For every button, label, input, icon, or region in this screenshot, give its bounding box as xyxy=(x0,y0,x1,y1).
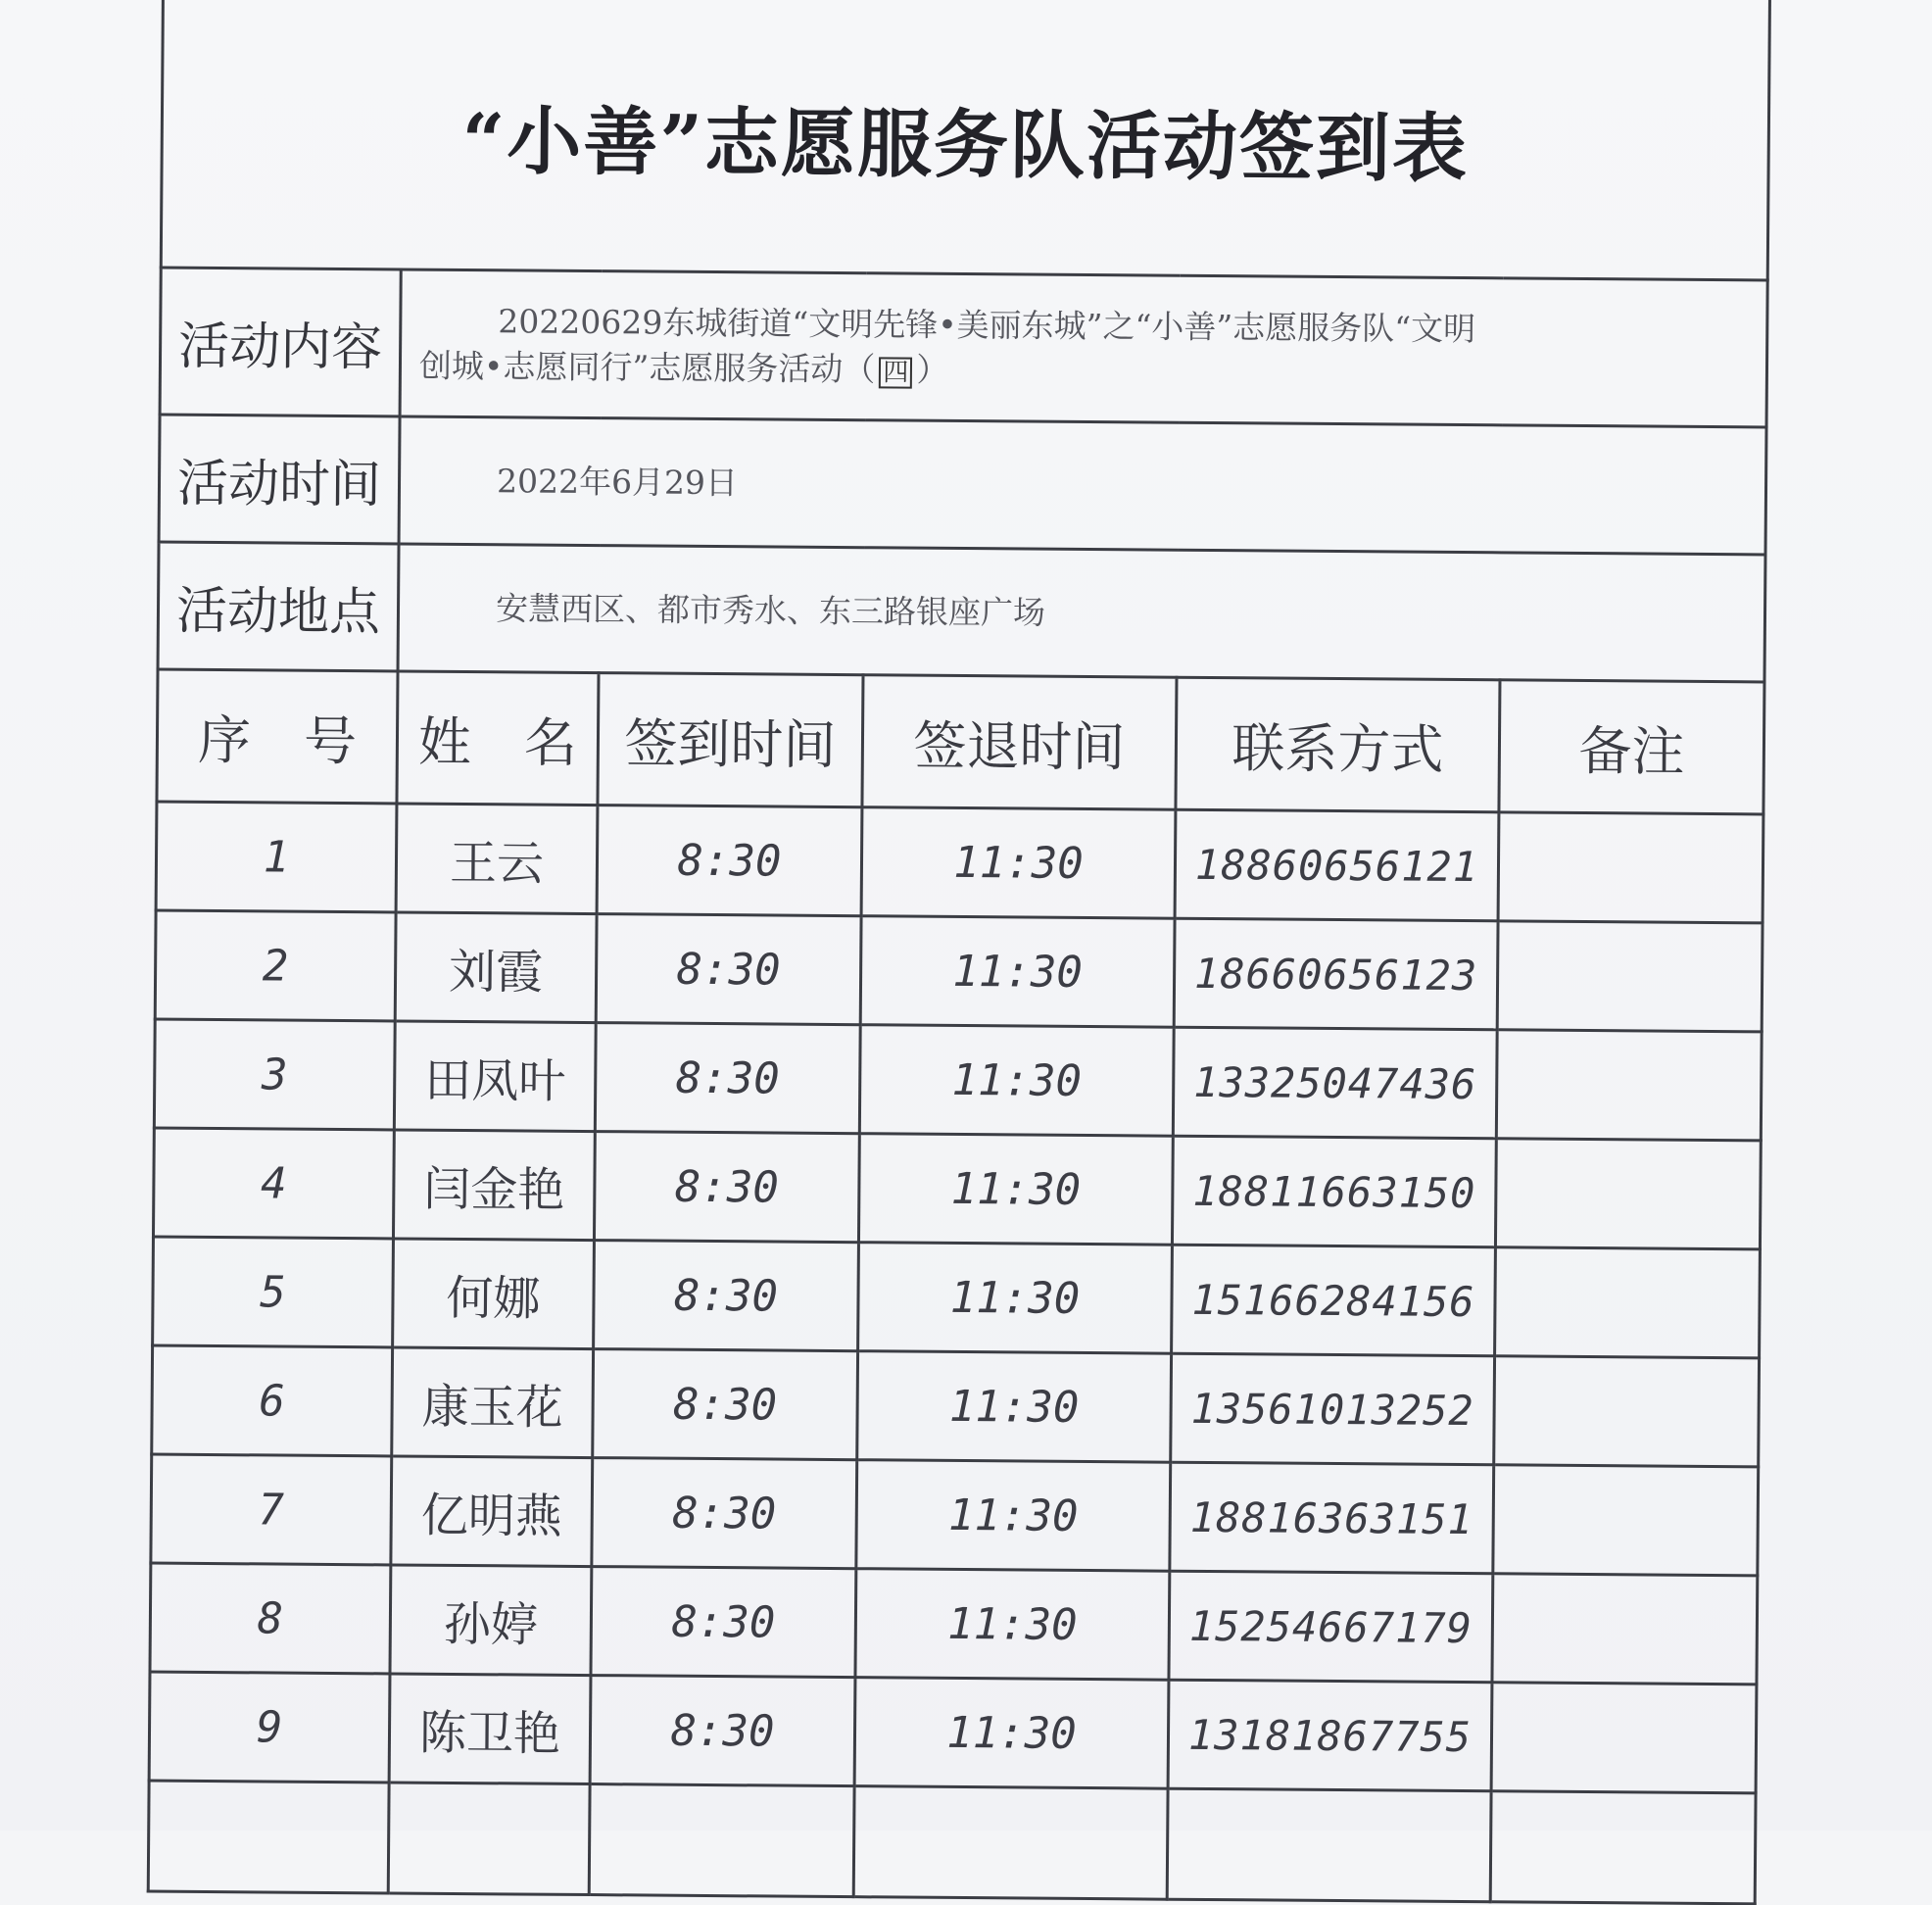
sign-in-table xyxy=(147,0,1771,1905)
table-row xyxy=(155,910,1763,1032)
row-no: 4 xyxy=(153,1128,394,1239)
row-phone: 18816363151 xyxy=(1170,1462,1494,1574)
row-phone: 13561013252 xyxy=(1171,1353,1495,1465)
row-no: 7 xyxy=(151,1454,392,1565)
row-signout: 11:30 xyxy=(861,807,1176,919)
content-value xyxy=(400,269,1767,427)
row-phone: 15254667179 xyxy=(1169,1571,1493,1683)
empty-cell xyxy=(1167,1788,1491,1902)
place-value-cell xyxy=(398,544,1765,682)
table-row xyxy=(149,1672,1757,1793)
row-signin: 8:30 xyxy=(594,1241,859,1351)
table-row xyxy=(151,1454,1759,1576)
col-header-note: 备注 xyxy=(1499,680,1764,814)
table-row xyxy=(150,1563,1758,1685)
time-label: 活动时间 xyxy=(159,415,400,544)
row-name: 何娜 xyxy=(393,1239,595,1349)
content-line-2b: ） xyxy=(916,350,949,389)
row-note xyxy=(1497,921,1763,1032)
page-title: “小善”志愿服务队活动签到表 xyxy=(461,96,1470,193)
row-note xyxy=(1492,1574,1758,1685)
row-no: 3 xyxy=(154,1019,395,1130)
row-signin: 8:30 xyxy=(593,1349,858,1460)
row-signin: 8:30 xyxy=(595,1023,860,1134)
table-row xyxy=(153,1128,1761,1249)
row-note xyxy=(1495,1247,1761,1358)
row-signin: 8:30 xyxy=(594,1132,859,1243)
empty-cell xyxy=(1490,1791,1756,1904)
sign-in-form xyxy=(147,0,1768,1858)
empty-cell xyxy=(853,1786,1168,1900)
row-signin: 8:30 xyxy=(591,1567,856,1678)
row-note xyxy=(1496,1030,1762,1141)
row-signout: 11:30 xyxy=(858,1243,1173,1354)
time-value: 2022年6月29日 xyxy=(496,461,739,502)
col-header-no: 序 号 xyxy=(157,669,398,804)
row-signin: 8:30 xyxy=(597,806,862,916)
table-row xyxy=(156,802,1763,923)
row-no: 6 xyxy=(152,1345,393,1456)
row-note xyxy=(1498,812,1763,923)
row-signout: 11:30 xyxy=(854,1678,1169,1789)
title-cell xyxy=(161,0,1769,280)
row-phone: 18660656123 xyxy=(1174,918,1498,1030)
row-signout: 11:30 xyxy=(857,1351,1172,1463)
row-signout: 11:30 xyxy=(856,1460,1171,1572)
empty-cell xyxy=(589,1784,854,1897)
table-row xyxy=(154,1019,1762,1141)
row-phone: 13325047436 xyxy=(1173,1027,1497,1139)
row-signout: 11:30 xyxy=(860,916,1175,1028)
row-note xyxy=(1493,1465,1759,1576)
row-no: 9 xyxy=(149,1672,390,1783)
row-note xyxy=(1494,1356,1760,1467)
table-row xyxy=(152,1345,1760,1467)
content-number-box: 四 xyxy=(879,357,912,388)
row-signin: 8:30 xyxy=(596,914,861,1025)
content-line-1: 20220629东城街道“文明先锋•美丽东城”之“小善”志愿服务队“文明 xyxy=(498,301,1476,348)
row-name: 康玉花 xyxy=(392,1347,594,1458)
col-header-signout: 签退时间 xyxy=(862,675,1177,810)
col-header-signin: 签到时间 xyxy=(598,673,863,807)
content-line-2a: 创城•志愿同行”志愿服务活动（ xyxy=(418,346,876,388)
row-phone: 15166284156 xyxy=(1172,1245,1496,1356)
table-row-empty xyxy=(148,1781,1756,1904)
row-note xyxy=(1491,1683,1757,1793)
row-name: 刘霞 xyxy=(395,912,597,1023)
row-name: 王云 xyxy=(396,804,598,914)
row-name: 孙婷 xyxy=(390,1565,592,1676)
row-note xyxy=(1495,1139,1761,1249)
row-name: 闫金艳 xyxy=(393,1130,595,1241)
place-label: 活动地点 xyxy=(158,542,399,671)
time-value-cell xyxy=(399,416,1766,555)
row-no: 5 xyxy=(153,1237,394,1347)
row-no: 2 xyxy=(155,910,396,1021)
empty-cell xyxy=(148,1781,389,1893)
row-phone: 18860656121 xyxy=(1175,809,1499,921)
row-no: 8 xyxy=(150,1563,391,1674)
row-signin: 8:30 xyxy=(592,1458,857,1569)
col-header-name: 姓 名 xyxy=(397,671,599,806)
row-signout: 11:30 xyxy=(859,1025,1174,1137)
place-value: 安慧西区、都市秀水、东三路银座广场 xyxy=(495,588,1046,632)
row-phone: 13181867755 xyxy=(1168,1680,1492,1791)
row-name: 陈卫艳 xyxy=(389,1674,591,1784)
empty-cell xyxy=(388,1783,590,1895)
row-signout: 11:30 xyxy=(858,1134,1173,1246)
row-name: 亿明燕 xyxy=(391,1456,593,1567)
row-signin: 8:30 xyxy=(590,1676,855,1786)
table-row xyxy=(153,1237,1761,1358)
row-phone: 18811663150 xyxy=(1172,1136,1496,1247)
row-name: 田凤叶 xyxy=(394,1021,596,1132)
content-label: 活动内容 xyxy=(160,268,401,416)
row-no: 1 xyxy=(156,802,397,912)
row-signout: 11:30 xyxy=(855,1569,1170,1681)
col-header-contact: 联系方式 xyxy=(1176,677,1500,812)
